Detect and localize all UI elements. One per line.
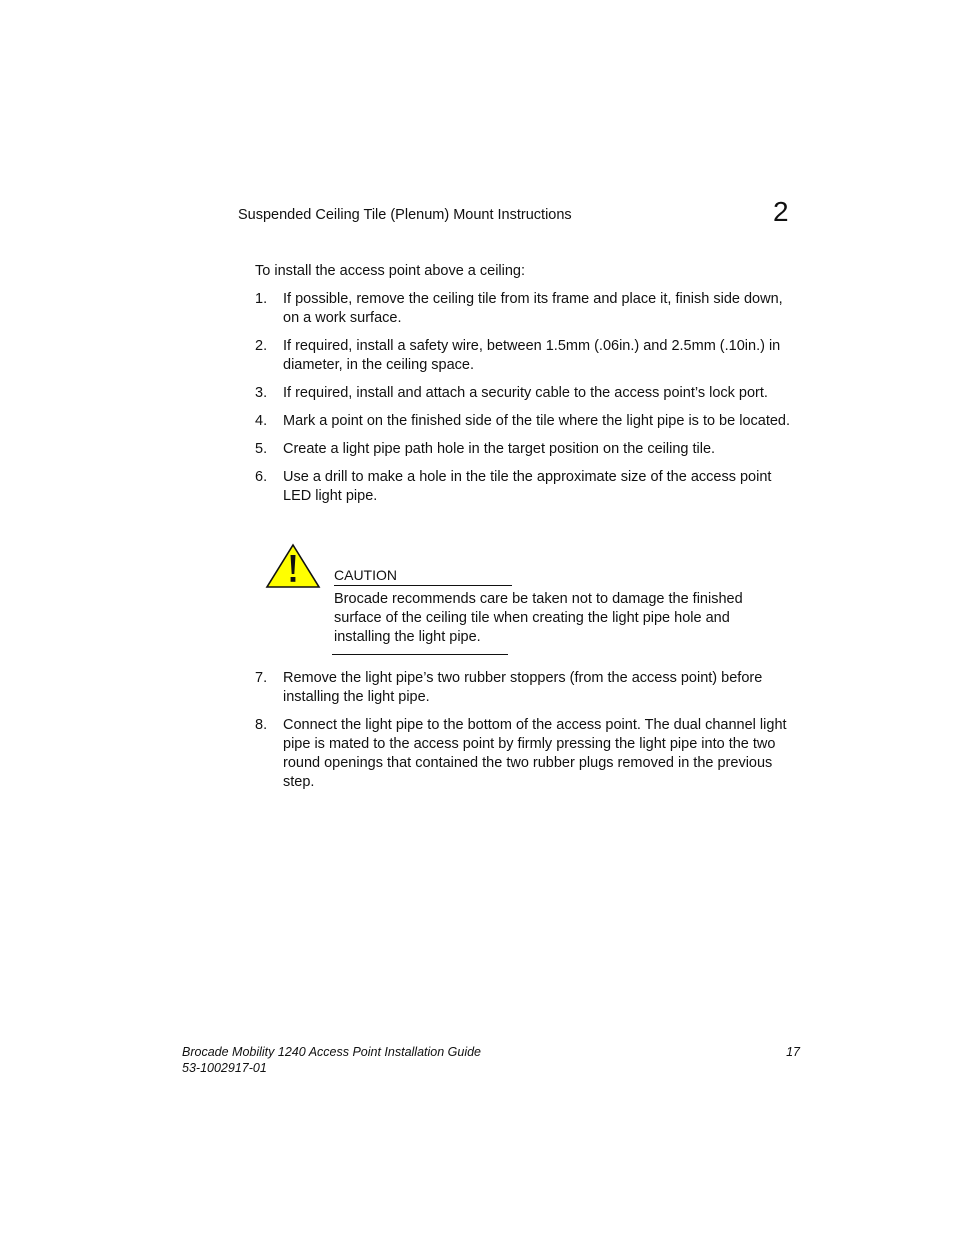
step-text: Mark a point on the finished side of the tile where the light pipe is to be located. xyxy=(283,413,791,429)
procedure-step xyxy=(255,669,800,707)
step-number: 8. xyxy=(255,717,268,733)
step-text: Create a light pipe path hole in the target position on the ceiling tile. xyxy=(283,441,716,457)
procedure-step xyxy=(255,716,800,792)
step-text: If required, install and attach a security cable to the access point’s lock port. xyxy=(283,385,768,401)
step-text: Use a drill to make a hole in the tile the approximate size of the access point LED light pipe. xyxy=(283,469,772,504)
caution-label: CAUTION xyxy=(334,567,397,583)
section-header-title: Suspended Ceiling Tile (Plenum) Mount Instructions xyxy=(238,207,572,223)
step-text: If required, install a safety wire, between 1.5mm (.06in.) and 2.5mm (.10in.) in diameter, in the ceiling space. xyxy=(283,338,781,373)
procedure-step xyxy=(255,290,800,328)
step-number: 2. xyxy=(255,338,268,354)
procedure-steps-list xyxy=(255,290,800,515)
step-number: 4. xyxy=(255,413,268,429)
step-number: 7. xyxy=(255,670,268,686)
procedure-step xyxy=(255,384,800,403)
step-number: 5. xyxy=(255,441,268,457)
chapter-number: 2 xyxy=(773,196,789,227)
step-number: 1. xyxy=(255,291,268,307)
caution-text: Brocade recommends care be taken not to damage the finished surface of the ceiling tile when creating the light pipe hole and installing the light pipe. xyxy=(334,591,743,645)
step-text: Remove the light pipe’s two rubber stoppers (from the access point) before installing the light pipe. xyxy=(283,670,763,705)
caution-notice xyxy=(264,542,764,658)
footer-guide-title: Brocade Mobility 1240 Access Point Installation Guide xyxy=(182,1045,482,1059)
procedure-step xyxy=(255,468,800,506)
procedure-steps-list-continued xyxy=(255,669,800,801)
step-number: 6. xyxy=(255,469,268,485)
procedure-step xyxy=(255,440,800,459)
footer-doc-number: 53-1002917-01 xyxy=(182,1061,267,1075)
step-text: Connect the light pipe to the bottom of the access point. The dual channel light pipe is mated to the access point by firmly pressing the light pipe into the two round openings that contained the two rubber plugs removed in the previous step. xyxy=(283,717,787,790)
step-number: 3. xyxy=(255,385,268,401)
warning-triangle-icon xyxy=(264,542,322,590)
procedure-step xyxy=(255,337,800,375)
caution-top-rule xyxy=(334,585,512,586)
intro-paragraph: To install the access point above a ceiling: xyxy=(255,263,526,279)
procedure-step xyxy=(255,412,800,431)
footer-page-number: 17 xyxy=(786,1045,800,1059)
step-text: If possible, remove the ceiling tile from its frame and place it, finish side down, on a work surface. xyxy=(283,291,783,326)
caution-bottom-rule xyxy=(332,654,508,655)
